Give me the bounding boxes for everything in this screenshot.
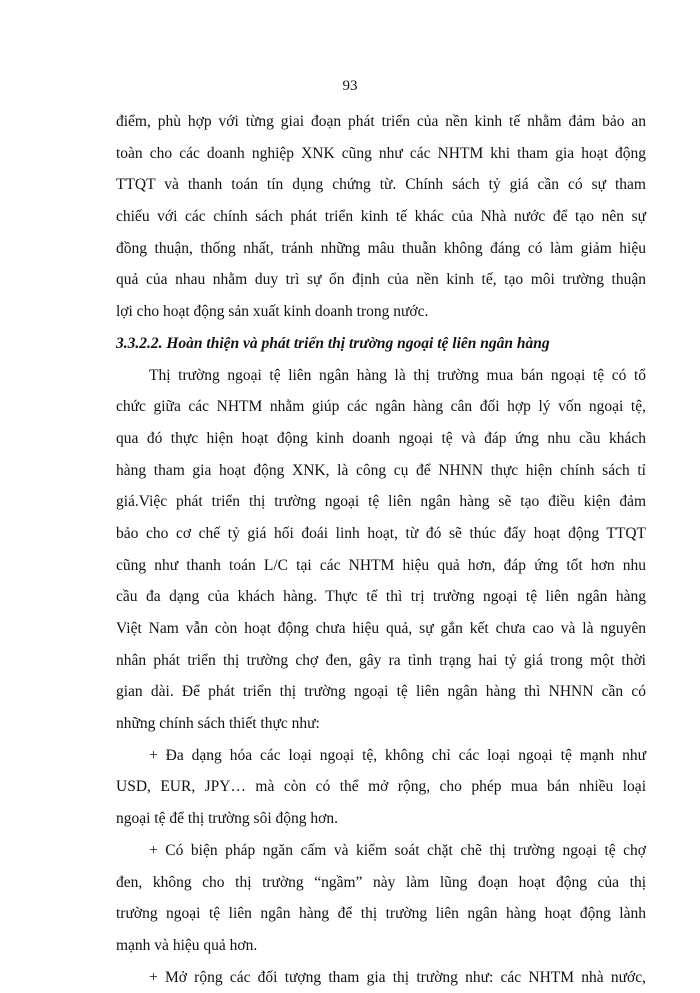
text-line: chức giữa các NHTM nhằm giúp các ngân hàng cân đối hợp lý vốn ngoại tệ, bbox=[116, 398, 646, 416]
text-line: cầu đa dạng của khách hàng. Thực tế thì trị trường ngoại tệ liên ngân hàng bbox=[116, 588, 646, 606]
text-line: điểm, phù hợp với từng giai đoạn phát triển của nền kinh tế nhằm đảm bảo an bbox=[116, 113, 646, 130]
text-line: cũng như thanh toán L/C tại các NHTM hiệu quả hơn, đáp ứng tốt hơn nhu bbox=[116, 556, 646, 574]
section-heading: 3.3.2.2. Hoàn thiện và phát triển thị trường ngoại tệ liên ngân hàng bbox=[116, 334, 550, 352]
document-body bbox=[116, 106, 646, 993]
text-line: toàn cho các doanh nghiệp XNK cũng như các NHTM khi tham gia hoạt động bbox=[116, 144, 646, 162]
text-line: những chính sách thiết thực như: bbox=[116, 715, 320, 733]
text-line: quả của nhau nhằm duy trì sự ổn định của nền kinh tế, tạo môi trường thuận bbox=[116, 271, 646, 289]
text-line: bảo cho cơ chế tỷ giá hối đoái linh hoạt, từ đó sẽ thúc đẩy hoạt động TTQT bbox=[116, 524, 646, 542]
text-line: qua đó thực hiện hoạt động kinh doanh ngoại tệ và đáp ứng nhu cầu khách bbox=[116, 429, 646, 447]
text-line: nhân phát triển thị trường chợ đen, gây ra tình trạng hai tỷ giá trong một thời bbox=[116, 651, 646, 669]
text-line: trường ngoại tệ liên ngân hàng để thị trường liên ngân hàng hoạt động lành bbox=[116, 905, 646, 923]
paragraph bbox=[116, 360, 646, 740]
text-line: Thị trường ngoại tệ liên ngân hàng là thị trường mua bán ngoại tệ có tổ bbox=[149, 366, 646, 384]
text-line: đen, không cho thị trường “ngầm” này làm lũng đoạn hoạt động của thị bbox=[116, 873, 646, 891]
text-line: Việt Nam vẫn còn hoạt động chưa hiệu quả, sự gắn kết chưa cao và là nguyên bbox=[116, 620, 646, 637]
text-line: lợi cho hoạt động sản xuất kinh doanh trong nước. bbox=[116, 303, 429, 321]
page-number: 93 bbox=[342, 78, 358, 94]
bullet-item bbox=[116, 835, 646, 962]
text-line: + Mở rộng các đối tượng tham gia thị trường như: các NHTM nhà nước, bbox=[149, 968, 646, 986]
text-line: hàng tham gia hoạt động XNK, là công cụ để NHNN thực hiện chính sách tỉ bbox=[116, 461, 646, 479]
text-line: + Đa dạng hóa các loại ngoại tệ, không chỉ các loại ngoại tệ mạnh như bbox=[149, 746, 646, 764]
text-line: mạnh và hiệu quả hơn. bbox=[116, 936, 258, 954]
bullet-item bbox=[116, 962, 646, 993]
text-line: gian dài. Để phát triển thị trường ngoại tệ liên ngân hàng thì NHNN cần có bbox=[116, 683, 646, 701]
text-line: chiếu với các chính sách phát triển kinh tế khác của Nhà nước để tạo nên sự bbox=[116, 208, 646, 226]
text-line: ngoại tệ để thị trường sôi động hơn. bbox=[116, 810, 338, 828]
paragraph bbox=[116, 106, 646, 328]
text-line: USD, EUR, JPY… mà còn có thể mở rộng, cho phép mua bán nhiều loại bbox=[116, 778, 646, 796]
bullet-item bbox=[116, 740, 646, 835]
text-line: giá.Việc phát triển thị trường ngoại tệ liên ngân hàng sẽ tạo điều kiện đảm bbox=[116, 493, 646, 511]
text-line: + Có biện pháp ngăn cấm và kiểm soát chặt chẽ thị trường ngoại tệ chợ bbox=[149, 841, 646, 859]
text-line: TTQT và thanh toán tín dụng chứng từ. Chính sách tỷ giá cần có sự tham bbox=[116, 176, 646, 194]
text-line: đồng thuận, thống nhất, tránh những mâu thuẫn không đáng có làm giảm hiệu bbox=[116, 239, 646, 257]
